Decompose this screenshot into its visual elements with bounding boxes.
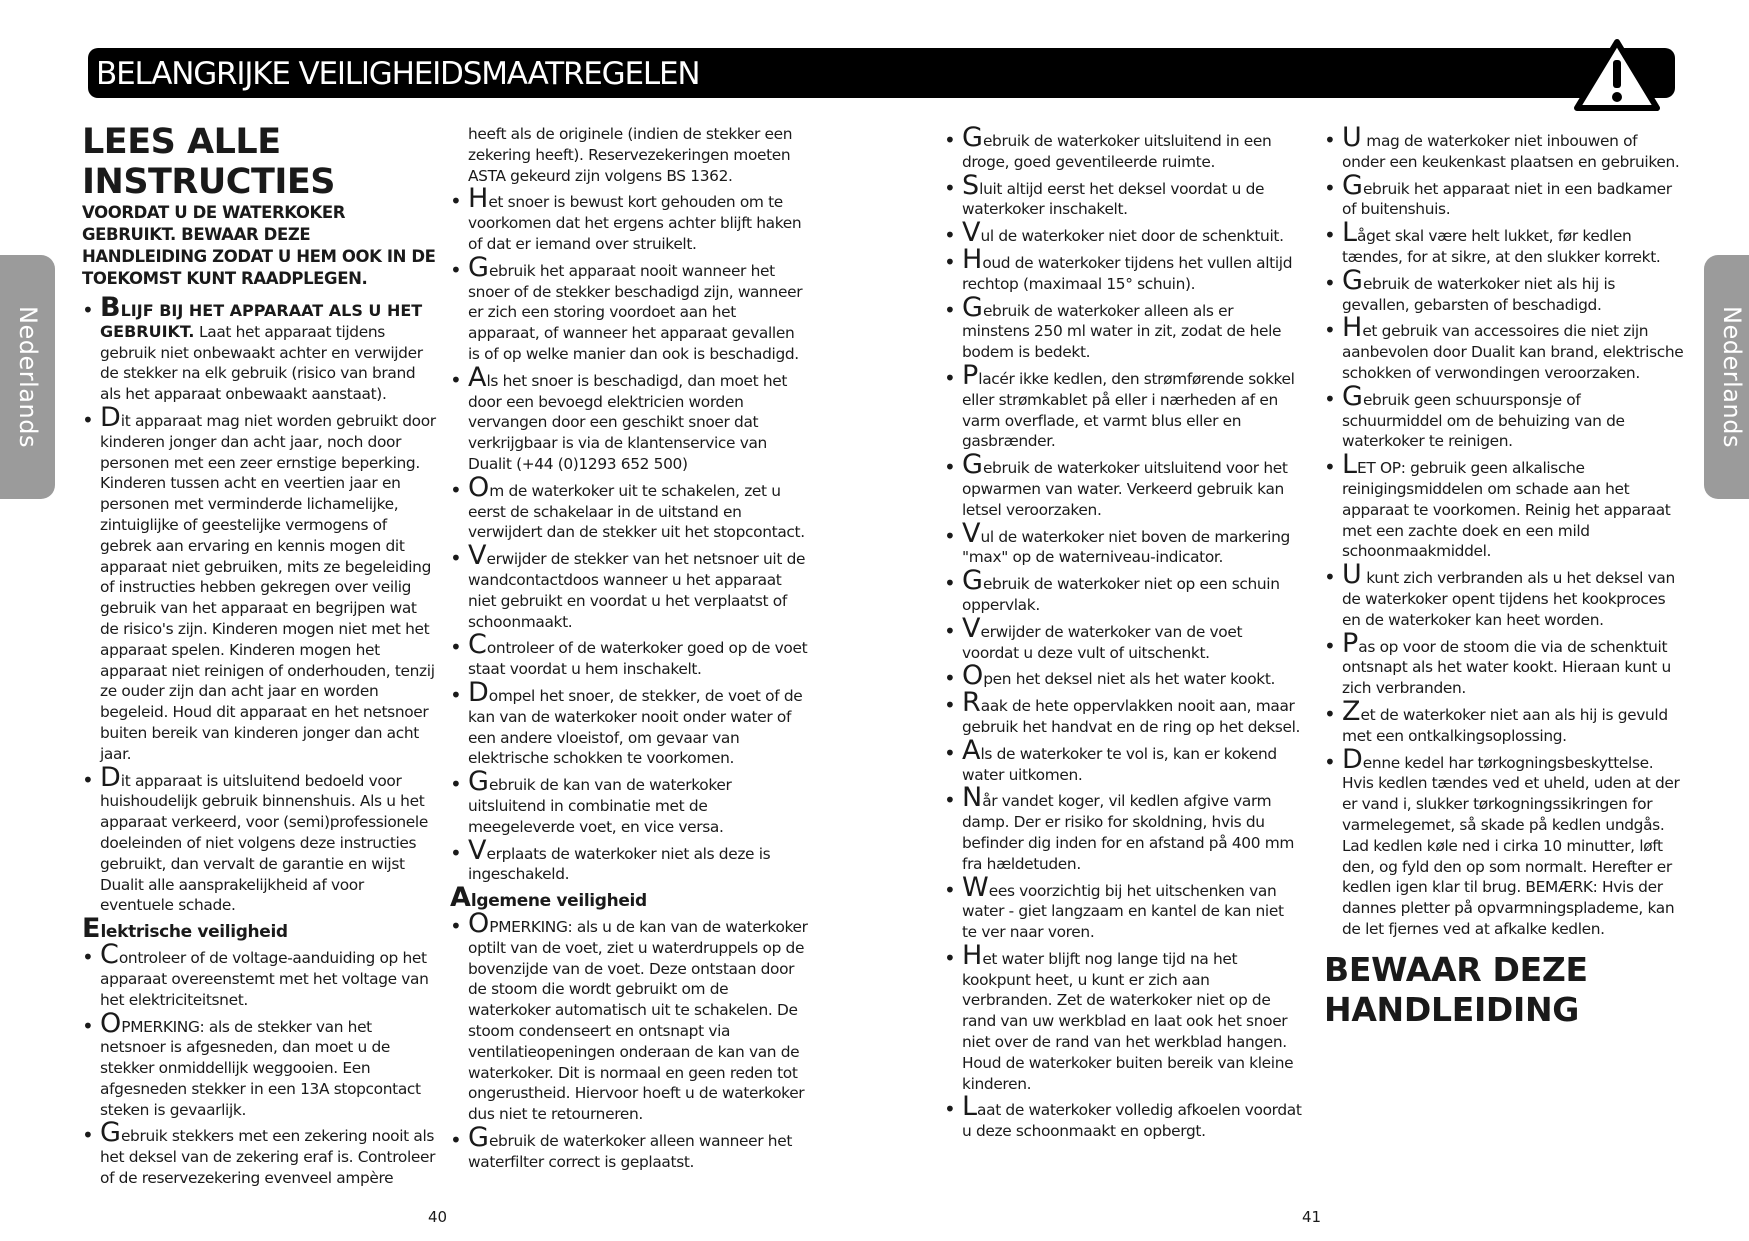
item-text: m de waterkoker uit te schakelen, zet u eerst de schakelaar in de uitstand en verwijdert dan de stekker uit het stopcontact. — [468, 481, 805, 542]
list-item — [1324, 122, 1684, 173]
list-item — [450, 1122, 808, 1173]
initial-letter: P — [962, 359, 979, 391]
item-text: et de waterkoker niet aan als hij is gevuld met een ontkalkingsoplossing. — [1342, 705, 1668, 745]
warning-triangle-icon — [1571, 36, 1663, 114]
page-number-right: 41 — [1302, 1208, 1322, 1226]
list-item — [944, 1091, 1302, 1142]
list-item — [1324, 312, 1684, 383]
list-item — [944, 734, 1302, 786]
list-item — [1324, 695, 1684, 747]
list-item — [944, 449, 1302, 520]
item-text: ebruik de kan van de waterkoker uitsluitend in combinatie met de meegeleverde voet, en vice versa. — [468, 776, 732, 836]
item-text: it apparaat mag niet worden gebruikt door kinderen jonger dan acht jaar, noch door personen met een zeer ernstige beperking. Kinderen tussen acht en veertien jaar en personen met verminderde lichamelijke, zintuiglijke of geestelijke vermogens of gebrek aan ervaring en kennis mogen dit apparaat niet gebruiken, mits ze begeleiding of instructies hebben gekregen over veilig gebruik van het apparaat en begrijpen wat de risico's zijn. Kinderen mogen niet met het apparaat spelen. Kinderen mogen het apparaat niet reinigen of onderhouden, tenzij ze ouder zijn dan acht jaar en worden begeleid. Houd dit apparaat en het netsnoer buiten bereik van kinderen jonger dan acht jaar. — [100, 411, 436, 763]
initial-letter: O — [100, 1007, 122, 1039]
initial-letter: E — [82, 913, 101, 945]
item-text: ebruik stekkers met een zekering nooit als het deksel van de zekering eraf is. Controleer of de reservezekering evenveel ampère — [100, 1127, 436, 1188]
item-text: ebruik de waterkoker alleen wanneer het waterfilter correct is geplaatst. — [468, 1132, 793, 1171]
initial-letter: G — [468, 766, 489, 798]
initial-letter: A — [962, 734, 981, 766]
initial-letter: G — [1342, 169, 1363, 201]
initial-letter: U — [1342, 122, 1362, 153]
list-item — [82, 401, 438, 765]
item-text: ul de waterkoker niet door de schenktuit. — [980, 227, 1284, 246]
initial-letter: B — [100, 292, 121, 323]
list-item — [944, 169, 1302, 221]
initial-letter: V — [468, 834, 487, 866]
language-tab-left — [0, 255, 55, 499]
item-text: lacér ikke kedlen, den strømførende sokkel eller strømkablet på eller i nærheden af en varm overflade, et varmt blus eller en gasbrænder. — [962, 369, 1295, 451]
list-item — [1324, 449, 1684, 562]
initial-letter: D — [100, 761, 121, 793]
item-text: luit altijd eerst het deksel voordat u de waterkoker inschakelt. — [962, 179, 1265, 219]
item-text: ebruik de waterkoker alleen als er minstens 250 ml water in zit, zodat de hele bodem is bedekt. — [962, 301, 1282, 362]
initial-letter: R — [962, 687, 981, 719]
list-item — [944, 565, 1302, 616]
list-item — [82, 761, 438, 917]
list-item — [944, 782, 1302, 874]
initial-letter: P — [1342, 627, 1359, 659]
item-text: ebruik het apparaat niet in een badkamer of buitenshuis. — [1342, 179, 1672, 219]
item-text: Laat het apparaat tijdens gebruik niet onbewaakt achter en verwijder de stekker na elk gebruik (risico van brand als het apparaat onbewaakt aanstaat). — [100, 322, 423, 404]
item-text: ebruik het apparaat nooit wanneer het snoer of de stekker beschadigd zijn, wanneer er zich een storing voordoet aan het apparaat, of wanneer het apparaat gevallen is of op welke manier dan ook is beschadigd. — [468, 261, 803, 363]
list-item — [944, 243, 1302, 295]
list-item — [450, 676, 808, 769]
section-heading-electrical — [82, 913, 438, 945]
initial-letter: H — [1342, 312, 1363, 344]
keep-manual-title-line1: BEWAAR DEZE — [1324, 949, 1588, 989]
item-text: år vandet koger, vil kedlen afgive varm damp. Der er risiko for skoldning, hvis du befinder dig inden for en afstand på 400 mm fra hældetuden. — [962, 792, 1294, 873]
item-text: erwijder de waterkoker van de voet voordat u deze vult of uitschenkt. — [962, 622, 1243, 662]
list-item — [1324, 743, 1684, 940]
initial-letter: N — [962, 782, 983, 814]
initial-letter: H — [962, 243, 983, 275]
list-item — [82, 1117, 438, 1188]
initial-letter: V — [962, 517, 981, 549]
list-item — [450, 251, 808, 365]
initial-letter: G — [1342, 264, 1363, 296]
main-title-line1: LEES ALLE — [82, 122, 281, 162]
initial-letter: D — [100, 401, 121, 433]
initial-letter: G — [962, 565, 983, 597]
item-text: et water blijft nog lange tijd na het kookpunt heet, u kunt er zich aan verbranden. Zet de waterkoker niet op de rand van uw werkblad en laat ook het snoer niet over de rand van het werkblad hangen. Houd de waterkoker buiten bereik van kleine kinderen. — [962, 949, 1294, 1093]
bullet-list — [944, 122, 1302, 1142]
language-tab-label: Nederlands — [1717, 306, 1746, 448]
list-item — [1324, 627, 1684, 699]
section-heading-general — [450, 882, 808, 914]
list-item — [450, 183, 808, 254]
initial-letter: G — [468, 251, 489, 283]
initial-letter: A — [468, 361, 487, 393]
item-text: erwijder de stekker van het netsnoer uit de wandcontactdoos wanneer u het apparaat niet gebruikt en voordat u het verplaatst of schoonmaakt. — [468, 550, 806, 631]
list-item — [944, 660, 1302, 692]
initial-letter: G — [1342, 380, 1363, 412]
item-text: pen het deksel niet als het water kookt. — [983, 670, 1276, 689]
list-item — [1324, 559, 1684, 630]
list-item — [944, 359, 1302, 452]
item-text: ontroleer of de voltage-aanduiding op het apparaat overeenstemt met het voltage van het elektriciteitsnet. — [100, 949, 429, 1009]
main-title-line2: INSTRUCTIES — [82, 162, 335, 202]
item-text: enne kedel har tørkogningsbeskyttelse. Hvis kedlen tændes ved et uheld, uden at der er vand i, slukker tørkogningssikringen for varmelegemet, så skade på kedlen undgås. Lad kedlen køle ned i cirka 10 minutter, løft den, og fyld den op som normalt. Herefter er kedlen igen klar til brug. BEMÆRK: Hvis der dannes pletter på opvarmningsplademe, kan de let fjernes ved at afkalke kedlen. — [1342, 753, 1680, 938]
list-item — [450, 834, 808, 886]
list-item — [1324, 169, 1684, 221]
initial-letter: G — [962, 449, 983, 481]
list-item — [450, 629, 808, 680]
bullet-list — [1324, 122, 1684, 940]
initial-letter: W — [962, 871, 989, 903]
list-item — [450, 471, 808, 543]
initial-letter: A — [450, 882, 471, 914]
bullet-list — [82, 939, 438, 1189]
list-item — [1324, 264, 1684, 316]
initial-letter: H — [468, 183, 489, 215]
bullet-list — [450, 183, 808, 885]
language-tab-right — [1704, 255, 1749, 499]
list-item — [450, 540, 808, 632]
caps-text: LIJF BIJ HET APPARAAT ALS U HET GEBRUIKT. — [100, 301, 423, 341]
item-text: ebruik geen schuursponsje of schuurmiddel om de behuizing van de waterkoker te reinigen. — [1342, 390, 1625, 451]
initial-letter: V — [468, 540, 487, 572]
initial-letter: H — [962, 939, 983, 971]
initial-letter: G — [468, 1122, 489, 1154]
item-text: ET OP: gebruik geen alkalische reinigingsmiddelen om schade aan het apparaat te voorkomen. Reinig het apparaat met een zachte doek en een mild schoonmaakmiddel. — [1342, 459, 1671, 561]
list-item — [944, 939, 1302, 1095]
initial-letter: U — [1342, 559, 1362, 591]
initial-letter: L — [1342, 449, 1358, 481]
continuation-text: heeft als de originele (indien de stekker een zekering heeft). Reservezekeringen moeten ASTA gekeurd zijn volgens BS 1362. — [468, 125, 793, 185]
item-text: ls het snoer is beschadigd, dan moet het door een bevoegd elektricien worden vervangen door een geschikt snoer dat verkrijgbaar is via de klantenservice van Dualit (+44 (0)1293 652 500) — [468, 371, 788, 473]
column-1 — [82, 122, 438, 1192]
language-tab-label: Nederlands — [13, 306, 42, 448]
column-2 — [450, 124, 808, 1176]
initial-letter: O — [962, 660, 984, 692]
initial-letter: G — [962, 122, 983, 153]
initial-letter: V — [962, 612, 981, 644]
item-text: et snoer is bewust kort gehouden om te voorkomen dat het ergens achter blijft haken of dat er iemand over struikelt. — [468, 193, 802, 253]
list-item — [944, 612, 1302, 664]
item-text: ul de waterkoker niet boven de markering "max" op de waterniveau-indicator. — [962, 527, 1290, 567]
list-item — [450, 766, 808, 837]
item-text: ebruik de waterkoker uitsluitend voor het opwarmen van water. Verkeerd gebruik kan letsel veroorzaken. — [962, 459, 1288, 519]
instructions-subtitle: VOORDAT U DE WATERKOKER GEBRUIKT. BEWAAR DEZE HANDLEIDING ZODAT U HEM OOK IN DE TOEKOMST KUNT RAADPLEGEN. — [82, 203, 436, 288]
keep-manual-title-line2: HANDLEIDING — [1324, 989, 1580, 1029]
initial-letter: G — [962, 291, 983, 323]
page-number-left: 40 — [428, 1208, 448, 1226]
initial-letter: Z — [1342, 695, 1361, 727]
item-text: it apparaat is uitsluitend bedoeld voor huishoudelijk gebruik binnenshuis. Als u het apparaat verkeerd, voor (semi)professionele doeleinden of niet volgens deze instructies gebruikt, dan vervalt de garantie en wijst Dualit alle aansprakelijkheid af voor eventuele schade. — [100, 771, 428, 915]
list-item — [1324, 380, 1684, 452]
list-item — [944, 291, 1302, 363]
initial-letter: C — [468, 629, 487, 661]
item-text: ontroleer of de waterkoker goed op de voet staat voordat u hem inschakelt. — [468, 639, 808, 679]
item-text: aak de hete oppervlakken nooit aan, maar gebruik het handvat en de ring op het deksel. — [962, 697, 1301, 736]
initial-letter: L — [1342, 217, 1358, 249]
initial-letter: L — [962, 1091, 978, 1123]
item-text: PMERKING: als de stekker van het netsnoer is afgesneden, dan moet u de stekker onmiddellijk weggooien. Een afgesneden stekker in een 13A stopcontact steken is gevaarlijk. — [100, 1017, 421, 1119]
list-item — [82, 1007, 438, 1121]
list-item — [944, 687, 1302, 738]
column-4 — [1324, 122, 1684, 1030]
item-text: aat de waterkoker volledig afkoelen voordat u deze schoonmaakt en opbergt. — [962, 1101, 1302, 1141]
page-header-title: BELANGRIJKE VEILIGHEIDSMAATREGELEN — [96, 56, 700, 92]
initial-letter: O — [468, 908, 490, 940]
item-text: ebruik de waterkoker niet op een schuin oppervlak. — [962, 575, 1280, 614]
list-item — [82, 939, 438, 1010]
list-item — [944, 122, 1302, 173]
initial-letter: O — [468, 471, 490, 503]
item-text: mag de waterkoker niet inbouwen of onder een keukenkast plaatsen en gebruiken. — [1342, 132, 1680, 171]
item-text: oud de waterkoker tijdens het vullen altijd rechtop (maximaal 15° schuin). — [962, 253, 1293, 293]
item-text: ebruik de waterkoker uitsluitend in een droge, goed geventileerde ruimte. — [962, 132, 1272, 171]
item-text: erplaats de waterkoker niet als deze is ingeschakeld. — [468, 844, 771, 884]
initial-letter: D — [468, 676, 489, 708]
heading-text: lektrische veiligheid — [100, 922, 288, 943]
initial-letter: G — [100, 1117, 121, 1149]
initial-letter: S — [962, 169, 980, 201]
item-text: ees voorzichtig bij het uitschenken van water - giet langzaam en kantel de kan niet te ver naar voren. — [962, 881, 1284, 942]
bullet-list — [450, 908, 808, 1173]
item-text: ebruik de waterkoker niet als hij is gevallen, gebarsten of beschadigd. — [1342, 274, 1616, 314]
initial-letter: V — [962, 217, 981, 249]
item-text: ompel het snoer, de stekker, de voet of de kan van de waterkoker nooit onder water of een andere vloeistof, om gevaar van elektrische schokken te voorkomen. — [468, 686, 803, 768]
initial-letter: D — [1342, 743, 1363, 775]
item-text: as op voor de stoom die via de schenktuit ontsnapt als het water kookt. Hieraan kunt u zich verbranden. — [1342, 637, 1671, 698]
list-item — [82, 292, 438, 405]
item-text: PMERKING: als u de kan van de waterkoker optilt van de voet, ziet u waterdruppels op de bovenzijde van de voet. Deze ontstaan door de stoom die wordt gebruikt om de waterkoker automatisch uit te schakelen. De stoom condenseert en ontsnapt via ventilatieopeningen onderaan de kan van de waterkoker. Dit is normaal en geen reden tot ongerustheid. Hiervoor hoeft u de waterkoker dus niet te retourneren. — [468, 918, 808, 1124]
list-item — [944, 217, 1302, 249]
item-text: kunt zich verbranden als u het deksel van de waterkoker opent tijdens het kookproces en de waterkoker kan heet worden. — [1342, 569, 1675, 629]
list-item — [450, 908, 808, 1125]
bullet-list — [82, 401, 438, 916]
list-item — [944, 517, 1302, 569]
item-text: et gebruik van accessoires die niet zijn aanbevolen door Dualit kan brand, elektrische schokken of verwondingen veroorzaken. — [1342, 322, 1684, 382]
item-text: åget skal være helt lukket, før kedlen tændes, for at sikre, at den slukker korrekt. — [1342, 227, 1661, 266]
heading-text: lgemene veiligheid — [470, 891, 647, 912]
list-item — [944, 871, 1302, 943]
list-item — [450, 361, 808, 475]
list-item — [1324, 217, 1684, 268]
initial-letter: C — [100, 939, 119, 971]
column-3 — [944, 122, 1302, 1145]
item-text: ls de waterkoker te vol is, kan er kokend water uitkomen. — [962, 744, 1277, 784]
bullet-list — [82, 292, 438, 405]
